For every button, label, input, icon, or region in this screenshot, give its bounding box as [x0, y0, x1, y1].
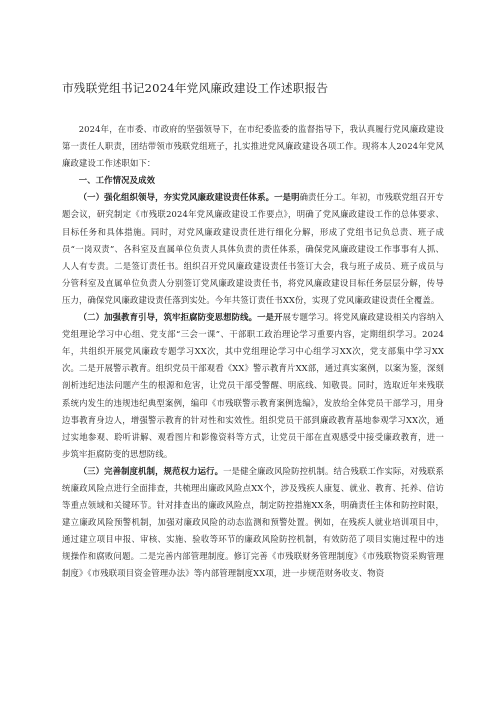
item-3-paragraph — [62, 463, 444, 583]
item-3-body: 一是健全廉政风险防控机制。结合残联工作实际，对残联系统廉政风险点进行全面排查，共梳理出廉政风险点XX个，涉及残疾人康复、就业、教育、托养、信访等重点领域和关键环节。针对排查出的廉政风险点，制定防控措施XX条，明确责任主体和防控时限，建立廉政风险预警机制，加强对廉政风险的动态监测和预警处置。例如，在残疾人就业培训项目中，通过建立项目申报、审核、实施、验收等环节的廉政风险防控机制，有效防范了项目实施过程中的违规操作和腐败问题。二是完善内部管理制度。修订完善《市残联财务管理制度》《市残联物资采购管理制度》《市残联项目资金管理办法》等内部管理制度XX项，进一步规范财务收支、物资 — [62, 465, 444, 579]
item-2-paragraph — [62, 309, 444, 463]
item-1-body: 确责任分工。年初，市残联党组召开专题会议，研究制定《市残联2024年党风廉政建设工作要点》，明确了党风廉政建设工作的总体要求、目标任务和具体措施。同时，对党风廉政建设责任进行细化分解，形成了党组书记负总责、班子成员“一岗双责”、各科室及直属单位负责人具体负责的责任体系，确保党风廉政建设工作事事有人抓、人人有专责。二是签订责任书。组织召开党风廉政建设责任书签订大会，我与班子成员、班子成员与分管科室及直属单位负责人分别签订党风廉政建设责任书，将党风廉政建设目标任务层层分解，传导压力，确保党风廉政建设责任落到实处。今年共签订责任书XX份，实现了党风廉政建设责任全覆盖。 — [62, 192, 444, 305]
document-title: 市残联党组书记2024年党风廉政建设工作述职报告 — [62, 81, 329, 95]
intro-paragraph: 2024年，在市委、市政府的坚强领导下，在市纪委监委的监督指导下，我认真履行党风廉政建设第一责任人职责，团结带领市残联党组班子，扎实推进党风廉政建设各项工作。现将本人2024年党风廉政建设工作述职如下： — [62, 124, 444, 169]
section-heading-1: 一、工作情况及成效 — [78, 175, 156, 186]
document-body — [62, 121, 444, 583]
item-3-lead: （三）完善制度机制，规范权力运行。 — [78, 465, 224, 476]
item-1-lead: （一）强化组织领导，夯实党风廉政建设责任体系。一是明 — [78, 192, 300, 203]
item-2-body: 展专题学习。将党风廉政建设相关内容纳入党组理论学习中心组、党支部“三会一课”、干部职工政治理论学习重要内容，定期组织学习。2024年，共组织开展党风廉政专题学习XX次，其中党组理论学习中心组学习XX次，党支部集中学习XX次。二是开展警示教育。组织党员干部观看《XX》警示教育片XX部，通过真实案例，以案为鉴，深刻剖析违纪违法问题产生的根源和危害，让党员干部受警醒、明底线、知敬畏。同时，选取近年来残联系统内发生的违规违纪典型案例，编印《市残联警示教育案例选编》，发放给全体党员干部学习，用身边事教育身边人，增强警示教育的针对性和实效性。组织党员干部到廉政教育基地参观学习XX次，通过实地参观、聆听讲解、观看图片和影像资料等方式，让党员干部在直观感受中接受廉政教育，进一步筑牢拒腐防变的思想防线。 — [62, 312, 444, 459]
item-1-paragraph — [62, 189, 444, 309]
item-2-lead: （二）加强教育引导，筑牢拒腐防变思想防线。一是开 — [78, 312, 283, 323]
